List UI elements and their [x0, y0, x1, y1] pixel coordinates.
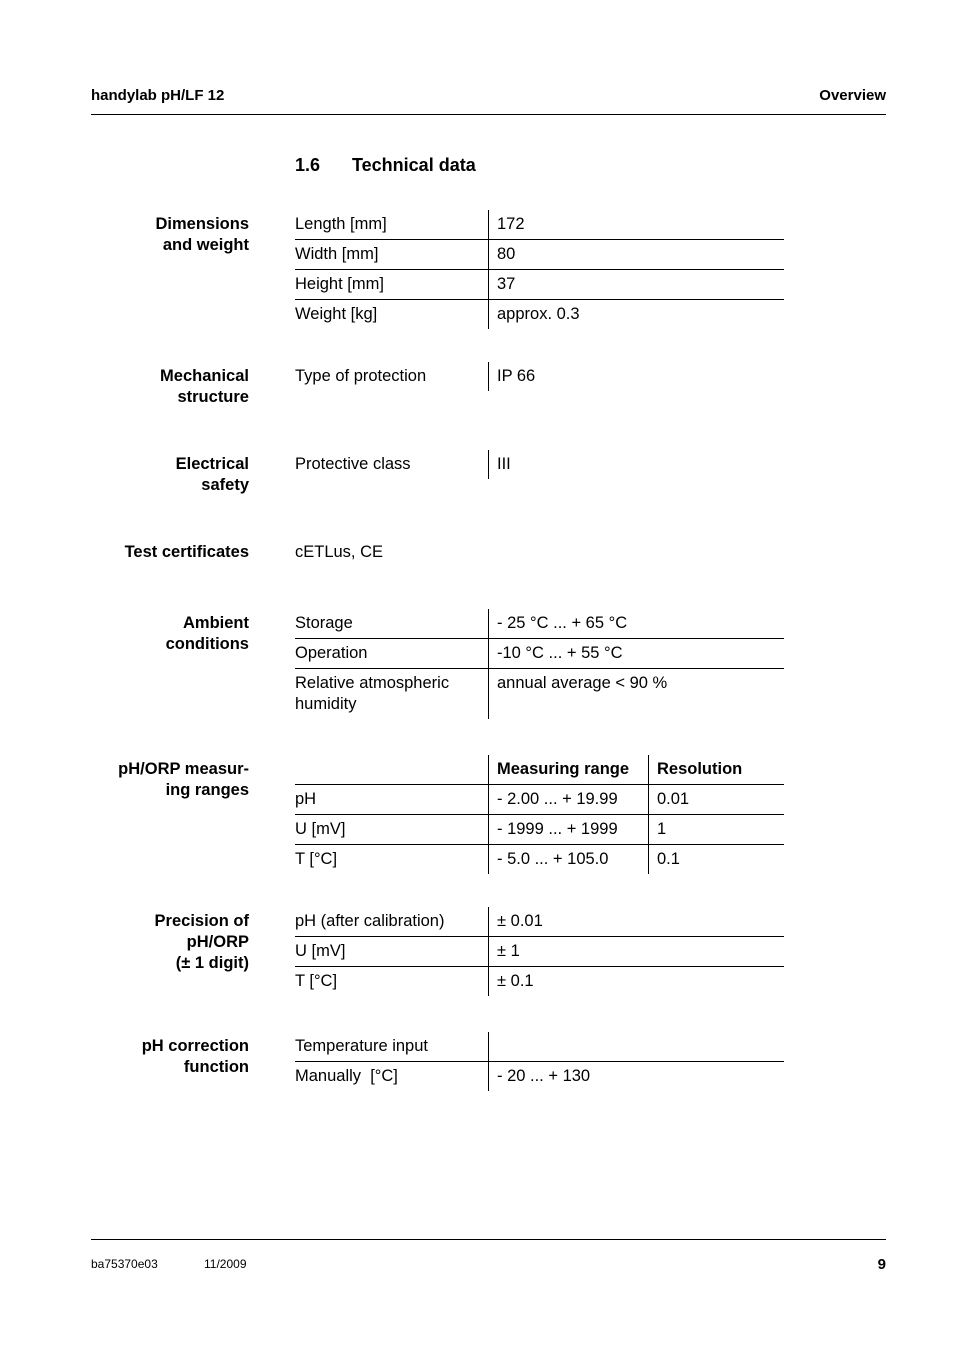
table-electrical — [295, 450, 784, 479]
table-row: T [°C] - 5.0 ... + 105.0 0.1 — [295, 844, 784, 874]
label-mechanical: Mechanical structure — [160, 367, 249, 406]
table-row: Length [mm] 172 — [295, 210, 784, 239]
label-electrical: Electrical safety — [175, 455, 249, 494]
table-precision — [295, 907, 784, 996]
label-precision: Precision of pH/ORP (± 1 digit) — [154, 912, 249, 972]
table-row: Width [mm] 80 — [295, 239, 784, 269]
table-row: Manually [°C] - 20 ... + 130 — [295, 1061, 784, 1091]
table-row: Type of protection IP 66 — [295, 362, 784, 391]
table-ranges — [295, 755, 784, 874]
table-ambient — [295, 609, 784, 719]
running-header-section: Overview — [819, 87, 886, 104]
section-number: 1.6 — [295, 155, 321, 175]
table-row: Weight [kg] approx. 0.3 — [295, 299, 784, 329]
footer-doc-id: ba75370e03 — [91, 1257, 158, 1271]
table-row: Protective class III — [295, 450, 784, 479]
page-number: 9 — [877, 1256, 886, 1273]
label-dimensions: Dimensions and weight — [155, 215, 249, 254]
table-mechanical — [295, 362, 784, 391]
footer-date: 11/2009 — [204, 1257, 247, 1271]
table-header-row: Measuring range Resolution — [295, 755, 784, 784]
section-heading — [295, 155, 476, 176]
table-row: U [mV] ± 1 — [295, 936, 784, 966]
footer-rule — [91, 1239, 886, 1240]
running-header-title: handylab pH/LF 12 — [91, 87, 225, 104]
label-correction: pH correction function — [141, 1037, 249, 1076]
label-ambient: Ambient conditions — [165, 614, 249, 653]
table-row: U [mV] - 1999 ... + 1999 1 — [295, 814, 784, 844]
certificates-value: cETLus, CE — [295, 543, 384, 561]
table-row: Temperature input — [295, 1032, 784, 1061]
section-title: Technical data — [352, 155, 476, 175]
label-ranges: pH/ORP measur- ing ranges — [118, 760, 249, 799]
table-correction — [295, 1032, 784, 1091]
table-row: pH - 2.00 ... + 19.99 0.01 — [295, 784, 784, 814]
table-row: pH (after calibration) ± 0.01 — [295, 907, 784, 936]
table-row: Operation -10 °C ... + 55 °C — [295, 638, 784, 668]
header-rule — [91, 114, 886, 115]
label-certificates: Test certificates — [124, 543, 249, 561]
table-dimensions — [295, 210, 784, 329]
table-row: Relative atmospheric humidity annual average < 90 % — [295, 668, 784, 719]
table-row: Height [mm] 37 — [295, 269, 784, 299]
table-row: Storage - 25 °C ... + 65 °C — [295, 609, 784, 638]
table-row: T [°C] ± 0.1 — [295, 966, 784, 996]
